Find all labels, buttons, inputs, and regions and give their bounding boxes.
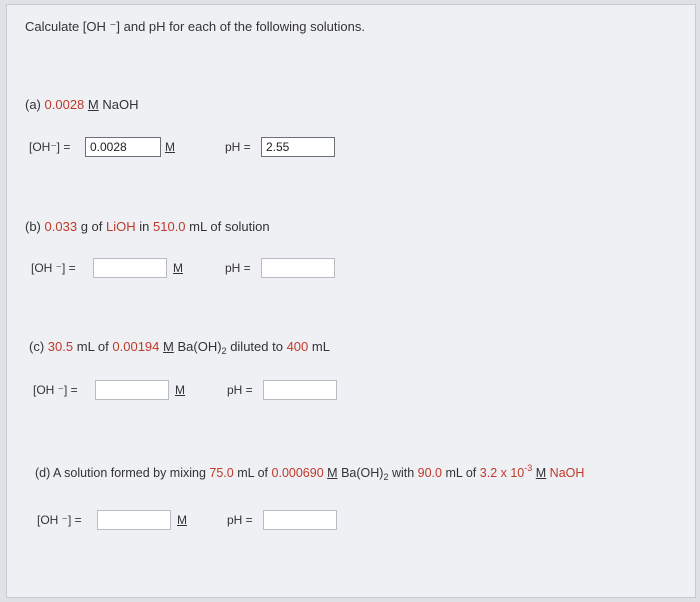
part-d-compound1: $Ba(OH)_2$: [341, 466, 389, 482]
part-c-ph-input[interactable]: [263, 380, 337, 400]
part-b-oh-unit: M: [173, 261, 183, 275]
part-d-prompt: [35, 463, 584, 482]
part-d-ph-input[interactable]: [263, 510, 337, 530]
part-c-conc: 0.00194: [112, 339, 160, 354]
part-a-ph-label: pH =: [225, 140, 251, 154]
part-b-volume: 510.0: [153, 219, 186, 234]
part-d-vol1: 75.0: [209, 466, 234, 480]
part-d-unit1: M: [327, 466, 338, 480]
part-d-ph-label: pH =: [227, 513, 253, 527]
part-a-unit: M: [87, 97, 99, 112]
part-b-oh-input[interactable]: [93, 258, 167, 278]
part-c-final-unit: mL: [311, 339, 330, 354]
part-c-of-text: mL of: [76, 339, 109, 354]
part-d-unit2: M: [535, 466, 547, 480]
part-d-with-text: with: [391, 466, 415, 480]
part-d-of2: mL of: [445, 466, 477, 480]
part-c-oh-input[interactable]: [95, 380, 169, 400]
part-b-ph-input[interactable]: [261, 258, 335, 278]
part-b-prompt: [25, 219, 270, 234]
part-b-label: (b): [25, 219, 41, 234]
question-panel: [6, 4, 696, 598]
instruction-text: Calculate [OH ⁻] and pH for each of the following solutions.: [25, 19, 365, 34]
part-d-conc2: 3.2 x $10^{-3}$: [479, 463, 533, 480]
part-d-of1: mL of: [237, 466, 269, 480]
part-c-final-volume: 400: [286, 339, 309, 354]
part-a-oh-input[interactable]: [85, 137, 161, 157]
part-c-unit: M: [163, 339, 174, 354]
part-b-in-text: in: [139, 219, 150, 234]
part-a-label: (a): [25, 97, 41, 112]
part-b-compound: LiOH: [106, 219, 136, 234]
part-d-oh-input[interactable]: [97, 510, 171, 530]
part-a-conc: 0.0028: [44, 97, 85, 112]
part-b-tail: mL of solution: [189, 219, 270, 234]
part-a-oh-label: [OH⁻] =: [29, 140, 71, 154]
part-d-conc1: 0.000690: [271, 466, 324, 480]
part-a-ph-input[interactable]: [261, 137, 335, 157]
part-c-diluted-text: diluted to: [230, 339, 283, 354]
part-d-compound2: NaOH: [549, 466, 585, 480]
part-b-mass-unit: g of: [80, 219, 103, 234]
part-c-prompt: [29, 339, 330, 356]
part-b-oh-label: [OH ⁻] =: [31, 261, 76, 275]
part-c-ph-label: pH =: [227, 383, 253, 397]
part-d-oh-unit: M: [177, 513, 187, 527]
part-c-oh-label: [OH ⁻] =: [33, 383, 78, 397]
part-c-compound: $Ba(OH)_2$: [177, 339, 227, 356]
part-b-mass: 0.033: [44, 219, 78, 234]
part-c-volume: 30.5: [47, 339, 74, 354]
part-d-vol2: 90.0: [417, 466, 442, 480]
part-b-ph-label: pH =: [225, 261, 251, 275]
part-a-compound: NaOH: [102, 97, 139, 112]
part-d-label: (d) A solution formed by mixing: [35, 466, 206, 480]
part-a-prompt: [25, 97, 139, 112]
part-d-oh-label: [OH ⁻] =: [37, 513, 82, 527]
part-c-label: (c): [29, 339, 45, 354]
part-a-oh-unit: M: [165, 140, 175, 154]
part-c-oh-unit: M: [175, 383, 185, 397]
